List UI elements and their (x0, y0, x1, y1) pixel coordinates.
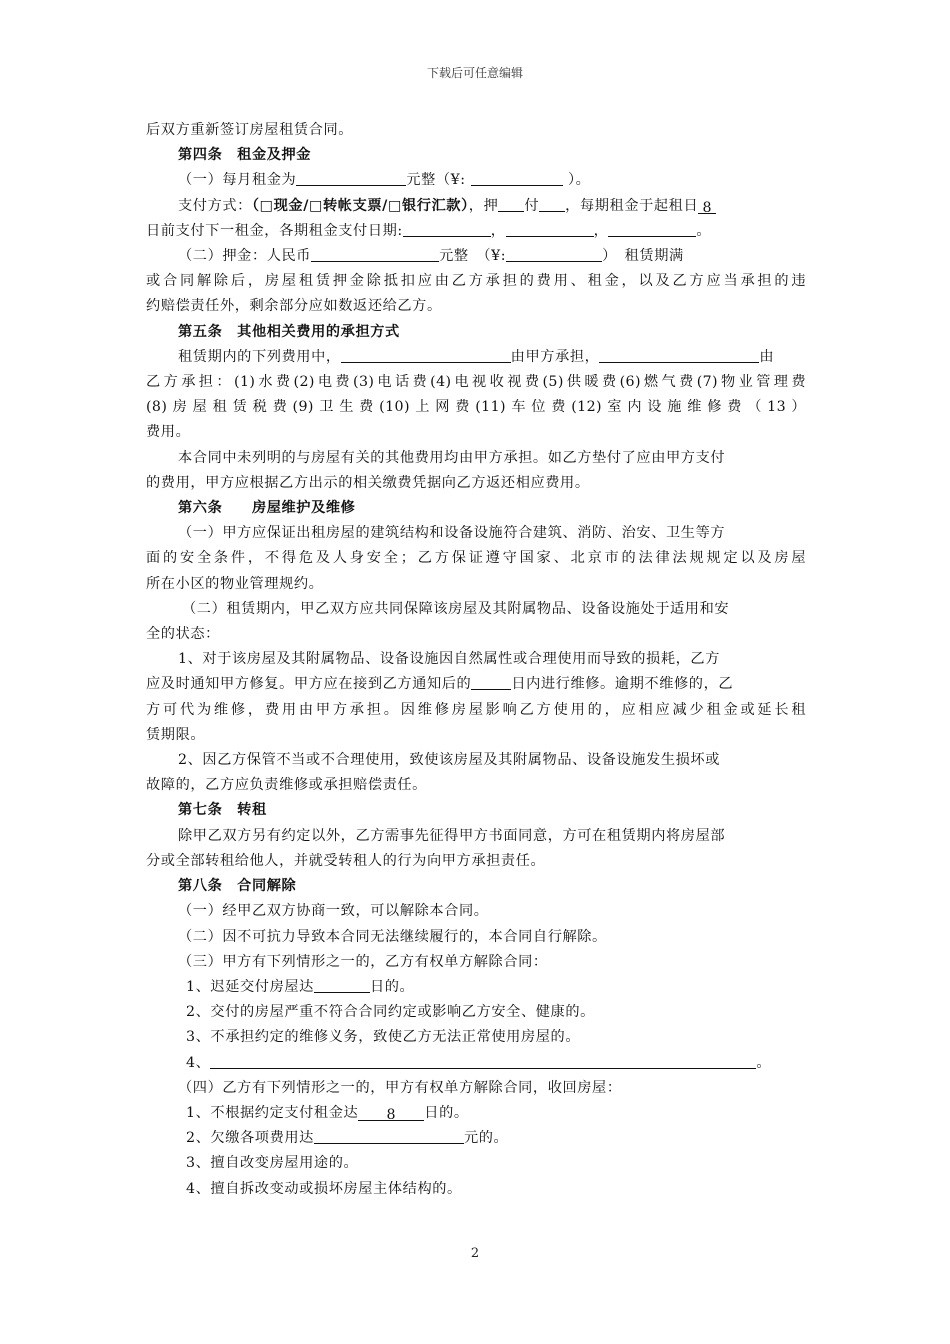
paragraph-line: （三）甲方有下列情形之一的，乙方有权单方解除合同： (178, 953, 548, 970)
rent-overdue-line: 1、不根据约定支付租金达 8 日的。 (186, 1104, 469, 1123)
landlord-fees-blank[interactable] (341, 345, 511, 363)
list-item: 4、擅自拆改变动或损坏房屋主体结构的。 (186, 1180, 462, 1197)
rent-overdue-days-value[interactable]: 8 (358, 1103, 424, 1121)
paragraph-line: 除甲乙双方另有约定以外，乙方需事先征得甲方书面同意，方可在租赁期内将房屋部 (178, 827, 726, 844)
document-body (146, 118, 806, 1202)
page-number: 2 (470, 1246, 480, 1261)
paragraph-line: 赁期限。 (146, 726, 206, 743)
paragraph-line: （一）甲方应保证出租房屋的建筑结构和设备设施符合建筑、消防、治安、卫生等方 (178, 525, 726, 542)
tenant-fees-blank[interactable] (599, 345, 759, 363)
paragraph-line: 1、对于该房屋及其附属物品、设备设施因自然属性或合理使用而导致的损耗，乙方 (178, 651, 720, 668)
deposit-amount-blank[interactable] (506, 244, 602, 262)
repair-days-blank[interactable] (471, 672, 511, 690)
repair-days-line: 应及时通知甲方修复。甲方应在接到乙方通知后的 日内进行维修。逾期不维修的，乙 (146, 672, 806, 697)
rent-amount-blank[interactable] (471, 168, 563, 186)
pay-date-blank-2[interactable] (506, 219, 594, 237)
delay-days-line: 1、迟延交付房屋达 日的。 (146, 975, 806, 1000)
paragraph-line: 后双方重新签订房屋租赁合同。 (146, 122, 354, 138)
pay-months-blank[interactable] (539, 194, 565, 212)
paragraph-line: （一）经甲乙双方协商一致，可以解除本合同。 (178, 903, 489, 920)
list-item: 3、擅自改变房屋用途的。 (186, 1155, 359, 1172)
page-header: 下载后可任意编辑 (426, 66, 523, 80)
paragraph-line: 面的安全条件，不得危及人身安全；乙方保证遵守国家、北京市的法律法规规定以及房屋 (146, 550, 806, 567)
article-5-title: 第五条 其他相关费用的承担方式 (178, 323, 400, 340)
paragraph-line: （四）乙方有下列情形之一的，甲方有权单方解除合同，收回房屋： (178, 1079, 622, 1096)
paragraph-line: （二）租赁期内，甲乙双方应共同保障该房屋及其附属物品、设备设施处于适用和安 (182, 600, 730, 617)
deposit-line: （二）押金：人民币 元整 （¥: ） 租赁期满 (146, 244, 806, 269)
fees-overdue-blank[interactable] (314, 1126, 464, 1144)
delay-days-blank[interactable] (314, 975, 370, 993)
list-item: 2、交付的房屋严重不符合合同约定或影响乙方安全、健康的。 (186, 1004, 595, 1021)
rent-amount-line: （一）每月租金为 元整（¥: ）。 (146, 168, 806, 193)
paragraph-line: 乙方承担：(1)水费(2)电费(3)电话费(4)电视收视费(5)供暖费(6)燃气费(7)物业管理费 (146, 374, 806, 391)
paragraph-line: 所在小区的物业管理规约。 (146, 575, 324, 592)
paragraph-line: （二）因不可抗力导致本合同无法继续履行的，本合同自行解除。 (178, 928, 607, 945)
paragraph-line: 方可代为维修，费用由甲方承担。因维修房屋影响乙方使用的，应相应减少租金或延长租 (146, 701, 806, 718)
paragraph-line: 2、因乙方保管不当或不合理使用，致使该房屋及其附属物品、设备设施发生损坏或 (178, 752, 720, 769)
paragraph-line: 或合同解除后，房屋租赁押金除抵扣应由乙方承担的费用、租金，以及乙方应当承担的违 (146, 273, 806, 290)
payment-dates-line: 日前支付下一租金，各期租金支付日期: ， ， 。 (146, 219, 806, 244)
pay-date-blank-1[interactable] (403, 219, 491, 237)
paragraph-line: 本合同中未列明的与房屋有关的其他费用均由甲方承担。如乙方垫付了应由甲方支付 (178, 449, 726, 466)
paragraph-line: (8)房屋租赁税费(9)卫生费(10)上网费(11)车位费(12)室内设施维修费（13） (146, 399, 806, 416)
paragraph-line: 约赔偿责任外，剩余部分应如数返还给乙方。 (146, 298, 442, 315)
rent-blank[interactable] (296, 168, 406, 186)
payment-method-line: 支付方式：（□现金/□转帐支票/□银行汇款），押 付 ，每期租金于起租日 8 (146, 194, 806, 219)
fees-allocation-line: 租赁期内的下列费用中， 由甲方承担， 由 (146, 345, 806, 370)
deposit-blank[interactable] (311, 244, 439, 262)
paragraph-line: 的费用，甲方应根据乙方出示的相关缴费凭据向乙方返还相应费用。 (146, 474, 590, 491)
custom-clause-line: 4、 。 (146, 1051, 806, 1076)
article-4-title: 第四条 租金及押金 (178, 147, 312, 164)
article-7-title: 第七条 转租 (178, 802, 267, 819)
article-8-title: 第八条 合同解除 (178, 878, 297, 895)
paragraph-line: 全的状态： (146, 626, 220, 643)
paragraph-line: 故障的，乙方应负责维修或承担赔偿责任。 (146, 777, 427, 794)
article-6-title: 第六条 房屋维护及维修 (178, 500, 356, 517)
paragraph-line: 费用。 (146, 424, 191, 441)
paragraph-line: 分或全部转租给他人，并就受转租人的行为向甲方承担责任。 (146, 852, 546, 869)
pay-date-blank-3[interactable] (608, 219, 696, 237)
fees-overdue-line: 2、欠缴各项费用达 元的。 (146, 1126, 806, 1151)
custom-clause-blank[interactable] (210, 1051, 756, 1069)
list-item: 3、不承担约定的维修义务，致使乙方无法正常使用房屋的。 (186, 1029, 581, 1046)
pay-day-value[interactable]: 8 (698, 196, 716, 214)
deposit-months-blank[interactable] (498, 194, 524, 212)
